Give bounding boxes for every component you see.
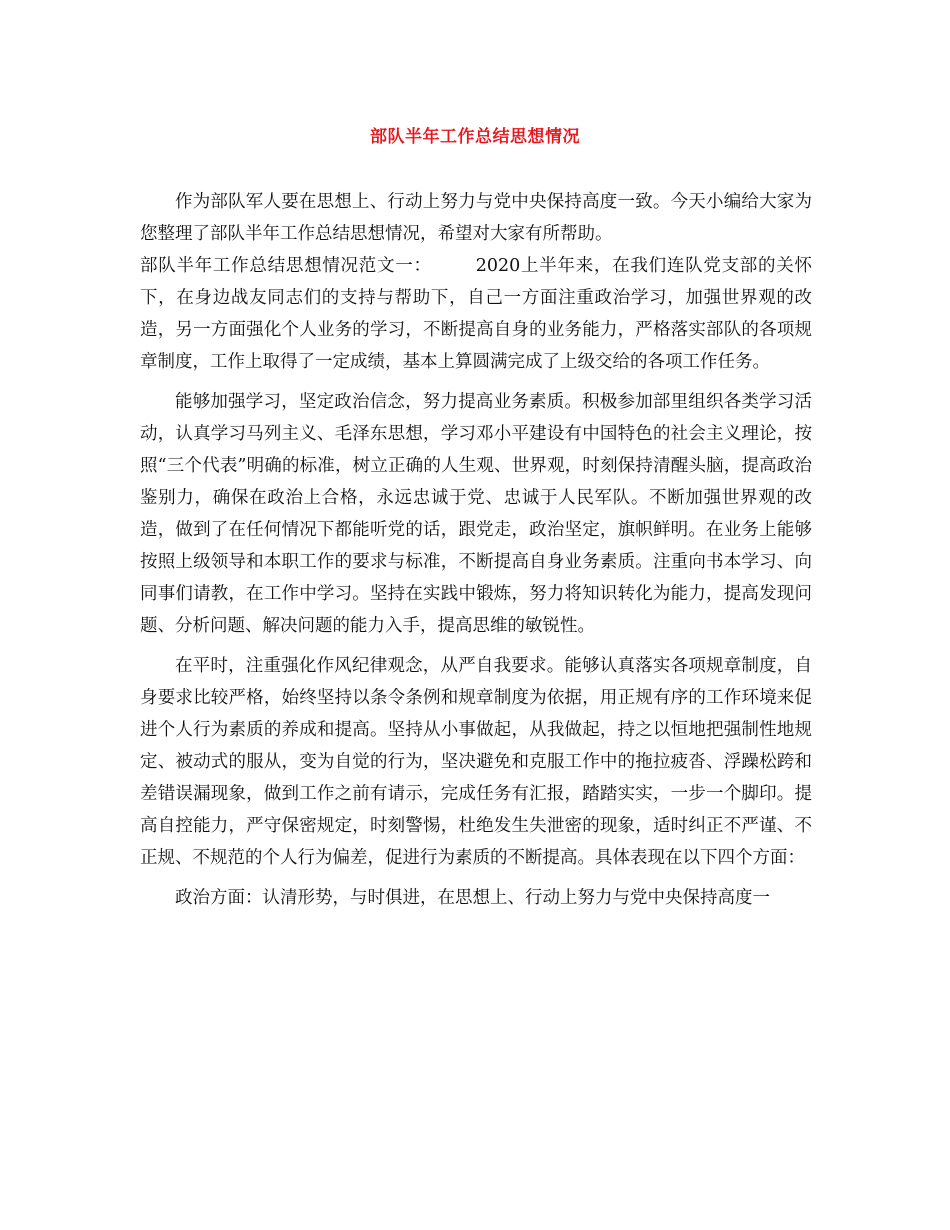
sample-one-heading: 部队半年工作总结思想情况范文一： (140, 256, 432, 276)
paragraph-politics: 政治方面：认清形势，与时俱进，在思想上、行动上努力与党中央保持高度一 (175, 888, 770, 908)
paragraph-sample-one (140, 250, 812, 378)
paragraph-discipline: 在平时，注重强化作风纪律观念，从严自我要求。能够认真落实各项规章制度，自身要求比较严格，始终坚持以条令条例和规章制度为依据，用正规有序的工作环境来促进个人行为素质的养成和提高。坚持从小事做起，从我做起，持之以恒地把强制性地规定、被动式的服从，变为自觉的行为，坚决避免和克服工作中的拖拉疲沓、浮躁松跨和差错误漏现象，做到工作之前有请示，完成任务有汇报，踏踏实实，一步一个脚印。提高自控能力，严守保密规定，时刻警惕，杜绝发生失泄密的现象，适时纠正不严谨、不正规、不规范的个人行为偏差，促进行为素质的不断提高。具体表现在以下四个方面： (140, 656, 812, 868)
paragraph-intro: 作为部队军人要在思想上、行动上努力与党中央保持高度一致。今天小编给大家为您整理了部队半年工作总结思想情况，希望对大家有所帮助。 (140, 192, 812, 244)
paragraph-study: 能够加强学习，坚定政治信念，努力提高业务素质。积极参加部里组织各类学习活动，认真学习马列主义、毛泽东思想，学习邓小平建设有中国特色的社会主义理论，按照“三个代表”明确的标准，树立正确的人生观、世界观，时刻保持清醒头脑，提高政治鉴别力，确保在政治上合格，永远忠诚于党、忠诚于人民军队。不断加强世界观的改造，做到了在任何情况下都能听党的话，跟党走，政治坚定，旗帜鲜明。在业务上能够按照上级领导和本职工作的要求与标准，不断提高自身业务素质。注重向书本学习、向同事们请教，在工作中学习。坚持在实践中锻炼，努力将知识转化为能力，提高发现问题、分析问题、解决问题的能力入手，提高思维的敏锐性。 (140, 392, 812, 636)
document-title: 部队半年工作总结思想情况 (370, 127, 580, 147)
document-body (140, 186, 812, 914)
sample-one-body: 2020上半年来，在我们连队党支部的关怀下，在身边战友同志们的支持与帮助下，自己一方面注重政治学习，加强世界观的改造，另一方面强化个人业务的学习，不断提高自身的业务能力，严格落实部队的各项规章制度，工作上取得了一定成绩，基本上算圆满完成了上级交给的各项工作任务。 (140, 256, 812, 372)
